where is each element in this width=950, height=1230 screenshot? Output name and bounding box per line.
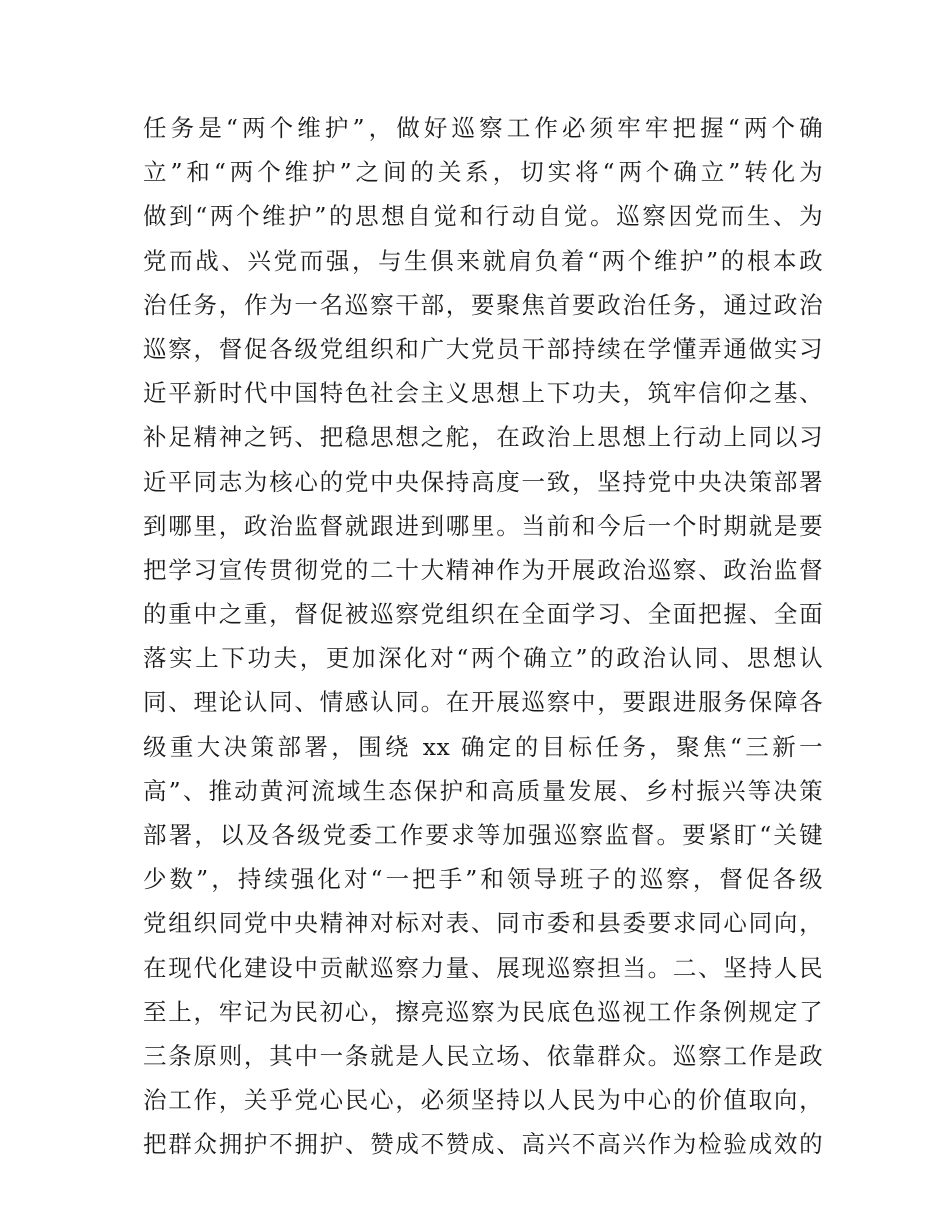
body-text [143, 106, 823, 1167]
text-line: 巡察，督促各级党组织和广大党员干部持续在学懂弄通做实习 [143, 334, 823, 363]
text-line: 治任务，作为一名巡察干部，要聚焦首要政治任务，通过政治 [143, 290, 823, 319]
text-line: 部署，以及各级党委工作要求等加强巡察监督。要紧盯“关键 [143, 821, 823, 849]
text-line: 党而战、兴党而强，与生俱来就肩负着“两个维护”的根本政 [143, 246, 823, 275]
text-line: 三条原则，其中一条就是人民立场、依靠群众。巡察工作是政 [143, 1041, 823, 1070]
text-line: 做到“两个维护”的思想自觉和行动自觉。巡察因党而生、为 [143, 202, 823, 231]
text-line: 高”、推动黄河流域生态保护和高质量发展、乡村振兴等决策 [143, 776, 823, 805]
text-line: 把群众拥护不拥护、赞成不赞成、高兴不高兴作为检验成效的 [143, 1130, 823, 1159]
text-line: 补足精神之钙、把稳思想之舵，在政治上思想上行动上同以习 [143, 423, 823, 452]
text-line: 落实上下功夫，更加深化对“两个确立”的政治认同、思想认 [143, 644, 823, 673]
text-line: 把学习宣传贯彻党的二十大精神作为开展政治巡察、政治监督 [143, 555, 823, 584]
text-line: 党组织同党中央精神对标对表、同市委和县委要求同心同向， [143, 909, 823, 938]
text-line: 任务是“两个维护”，做好巡察工作必须牢牢把握“两个确 [143, 114, 823, 142]
text-line: 在现代化建设中贡献巡察力量、展现巡察担当。二、坚持人民 [143, 953, 823, 982]
text-line: 少数”，持续强化对“一把手”和领导班子的巡察，督促各级 [143, 865, 823, 894]
text-line: 级重大决策部署，围绕 xx 确定的目标任务，聚焦“三新一 [143, 732, 823, 761]
text-line: 至上，牢记为民初心，擦亮巡察为民底色巡视工作条例规定了 [143, 997, 823, 1026]
text-line: 同、理论认同、情感认同。在开展巡察中，要跟进服务保障各 [143, 688, 823, 717]
text-line: 治工作，关乎党心民心，必须坚持以人民为中心的价值取向， [143, 1086, 823, 1115]
text-line: 近平新时代中国特色社会主义思想上下功夫，筑牢信仰之基、 [143, 379, 823, 408]
text-line: 的重中之重，督促被巡察党组织在全面学习、全面把握、全面 [143, 600, 823, 629]
text-line: 立”和“两个维护”之间的关系，切实将“两个确立”转化为 [143, 158, 823, 187]
text-line: 到哪里，政治监督就跟进到哪里。当前和今后一个时期就是要 [143, 511, 823, 540]
text-line: 近平同志为核心的党中央保持高度一致，坚持党中央决策部署 [143, 467, 823, 496]
